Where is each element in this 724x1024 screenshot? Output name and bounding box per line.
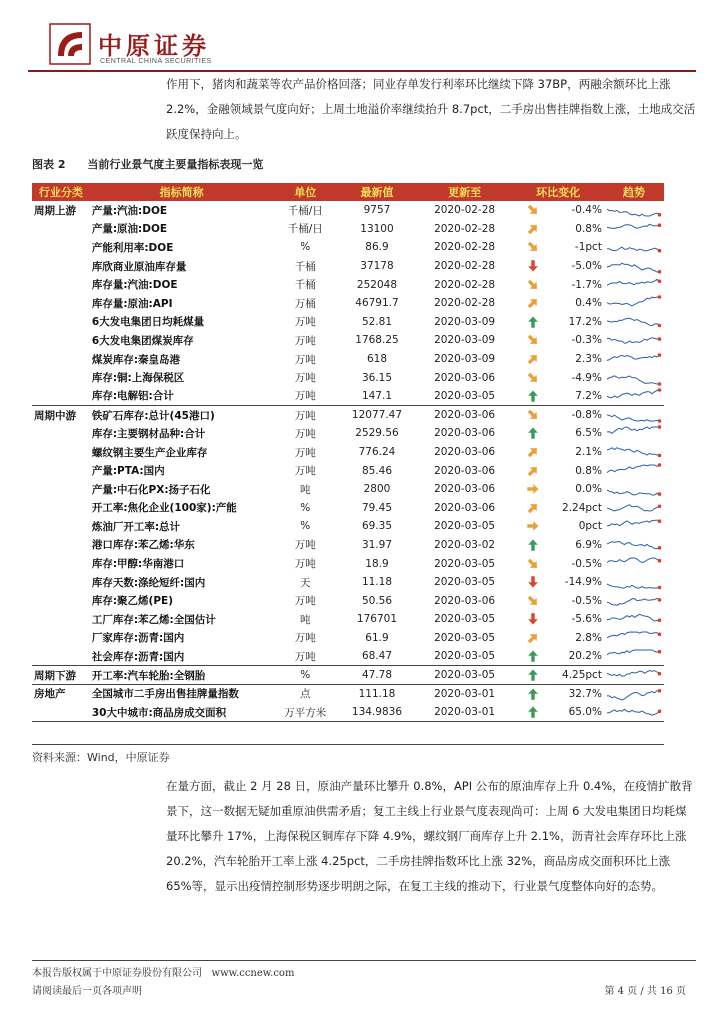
down-right-arrow-icon [512,238,554,257]
row-unit: % [300,241,311,254]
row-category [32,331,90,350]
company-name-en: CENTRAL CHINA SECURITIES [100,58,212,65]
intro-paragraph: 作用下，猪肉和蔬菜等农产品价格回落；同业存单发行利率环比继续下降 37BP，两融余额环比上涨 2.2%，金融领域景气度向好；上周土地溢价率继续抬升 8.7pct，二手房出售挂牌指数上涨，土地成交活跃度保持向上。 [166,77,696,141]
row-unit: 吨 [300,613,311,626]
up-right-arrow-icon [512,499,554,518]
row-unit: 万吨 [294,539,316,552]
sparkline-chart [604,536,664,555]
sparkline-chart [604,424,664,443]
sparkline-chart [604,220,664,239]
row-value: 50.56 [361,594,392,607]
sparkline-chart [604,610,664,629]
row-category [32,647,90,666]
up-arrow-icon [512,647,554,666]
row-date: 2020-03-05 [434,576,496,589]
row-date: 2020-03-06 [434,464,496,477]
row-date: 2020-03-05 [434,613,496,626]
row-indicator: 产能利用率:DOE [91,241,174,254]
row-change: 2.8% [575,631,602,644]
row-change: -5.0% [571,260,602,273]
sparkline-chart [604,480,664,499]
row-indicator: 库存:主要钢材品种:合计 [91,427,206,440]
row-category: 周期中游 [34,409,76,422]
row-indicator: 库存:聚乙烯(PE) [91,595,174,608]
table-row [32,368,664,387]
row-indicator: 工厂库存:苯乙烯:全国估计 [91,613,216,626]
sparkline-chart [604,517,664,536]
row-indicator: 库存量:汽油:DOE [91,279,178,292]
row-category [32,220,90,239]
table-body [32,201,664,722]
row-category [32,238,90,257]
sparkline-chart [604,201,664,220]
down-arrow-icon [512,573,554,592]
row-indicator: 6大发电集团日均耗煤量 [91,316,205,329]
sparkline-chart [604,257,664,276]
sparkline-chart [604,703,664,722]
row-value: 61.9 [365,631,389,644]
sparkline-chart [604,368,664,387]
row-change: 17.2% [568,315,602,328]
row-category: 周期下游 [32,666,90,685]
row-unit: 万桶 [294,297,316,310]
row-value: 776.24 [358,446,396,459]
table-row [32,424,664,443]
table-row [32,238,664,257]
page-footer [32,960,696,1001]
row-change: 0pct [578,520,602,533]
row-change: 0.8% [575,464,602,477]
row-unit: 万吨 [294,446,316,459]
table-row [32,313,664,332]
table-row [32,257,664,276]
row-value: 47.78 [337,666,417,685]
row-date: 2020-03-09 [434,353,496,366]
table-row [32,647,664,666]
sparkline-chart [604,406,664,425]
row-change: -0.4% [571,204,602,217]
row-change: 32.7% [568,687,602,700]
row-category [32,499,90,518]
col-header: 行业分类 [32,183,90,201]
down-right-arrow-icon [512,368,554,387]
row-change: 65.0% [568,706,602,719]
row-change: -1pct [574,241,602,254]
row-change: 2.1% [575,446,602,459]
up-right-arrow-icon [512,461,554,480]
down-right-arrow-icon [512,275,554,294]
row-value: 18.9 [365,557,389,570]
col-header: 趋势 [604,183,664,201]
table-row [32,536,664,555]
row-change: -1.7% [571,278,602,291]
table-row [32,499,664,518]
table-row [32,331,664,350]
row-change: -5.6% [571,613,602,626]
sparkline-chart [604,350,664,369]
row-date: 2020-03-06 [434,409,496,422]
row-value: 11.18 [361,576,392,589]
row-unit: 吨 [300,483,311,496]
col-header: 指标简称 [90,183,274,201]
row-category [32,443,90,462]
row-category [32,257,90,276]
row-indicator: 全国城市二手房出售挂牌量指数 [91,688,239,701]
sparkline-chart [604,591,664,610]
row-indicator: 社会库存:沥青:国内 [90,647,274,666]
row-date: 2020-03-01 [434,687,496,700]
row-unit: % [300,501,311,514]
row-date: 2020-02-28 [434,241,496,254]
table-header-row [32,183,664,201]
figure-caption [32,156,263,172]
row-change: -0.5% [571,557,602,570]
row-change: 20.2% [554,647,604,666]
row-unit: 点 [300,688,311,701]
sparkline-chart [604,275,664,294]
down-right-arrow-icon [512,406,554,425]
table-row [32,461,664,480]
up-arrow-icon [512,666,554,685]
row-unit: 万吨 [273,387,337,406]
row-date: 2020-03-05 [434,520,496,533]
row-change: -4.9% [571,371,602,384]
row-date: 2020-03-05 [417,647,513,666]
row-unit: 万吨 [294,353,316,366]
row-date: 2020-02-28 [434,260,496,273]
sparkline-chart [604,238,664,257]
sparkline-chart [604,461,664,480]
company-name-cn: 中原证券 [98,31,210,60]
row-value: 86.9 [365,241,389,254]
row-date: 2020-03-09 [434,315,496,328]
row-change: 2.3% [575,353,602,366]
footer-copyright: 本报告版权属于中原证券股份有限公司 [32,968,202,979]
row-unit: % [273,666,337,685]
row-unit: 万吨 [294,465,316,478]
row-category [32,629,90,648]
row-unit: 千桶/日 [287,204,323,217]
row-date: 2020-03-09 [434,334,496,347]
row-category [32,387,90,406]
table-row [32,387,664,406]
source-note: 资料来源：Wind，中原证券 [32,744,664,765]
row-value: 12077.47 [351,409,403,422]
row-indicator: 炼油厂开工率:总计 [91,520,181,533]
row-category [32,368,90,387]
right-arrow-icon [512,480,554,499]
row-date: 2020-03-06 [434,501,496,514]
row-indicator: 产量:中石化PX:扬子石化 [91,483,211,496]
row-indicator: 螺纹钢主要生产企业库存 [91,446,208,459]
company-logo-icon [48,22,92,66]
up-arrow-icon [512,387,554,406]
row-date: 2020-03-06 [434,427,496,440]
row-value: 68.47 [337,647,417,666]
row-unit: % [300,520,311,533]
row-change: 0.0% [575,483,602,496]
table-row [32,610,664,629]
body-paragraph: 在量方面，截止 2 月 28 日，原油产量环比攀升 0.8%，API 公布的原油库存上升 0.4%，在疫情扩散背景下，这一数据无疑加重原油供需矛盾；复工主线上行业景气度表现尚可：上周 6 大发电集团日均耗煤量环比攀升 17%，上海保税区铜库存下降 4.9%，螺纹钢厂商库存上升 2.1%，沥青社会库存环比上涨 20.2%，汽车轮胎开工率上涨 4.25pct，二手房挂牌指数环比上涨 32%，商品房成交面积环比上涨 65%等，显示出疫情控制形势逐步明朗之际，在复工主线的推动下，行业景气度整体向好的态势。 [166,779,693,893]
up-right-arrow-icon [512,629,554,648]
sparkline-chart [604,573,664,592]
row-category [32,703,90,722]
row-indicator: 30大中城市:商品房成交面积 [91,706,227,719]
row-value: 31.97 [361,538,392,551]
row-category [32,573,90,592]
row-indicator: 6大发电集团煤炭库存 [91,334,194,347]
sparkline-chart [604,313,664,332]
table-row [32,201,664,220]
figure-number: 图表 2 [32,158,66,171]
row-change: -14.9% [564,576,602,589]
row-change: 0.4% [575,297,602,310]
table-row [32,684,664,703]
down-right-arrow-icon [512,591,554,610]
row-value: 147.1 [337,387,417,406]
row-value: 46791.7 [355,297,399,310]
row-date: 2020-03-02 [434,538,496,551]
table-row [32,480,664,499]
up-arrow-icon [512,536,554,555]
row-category [32,275,90,294]
page-number: 第 4 页 / 共 16 页 [604,986,686,997]
row-value: 2800 [363,483,391,496]
col-header: 环比变化 [512,183,604,201]
up-arrow-icon [512,424,554,443]
row-date: 2020-03-05 [417,666,513,685]
sparkline-chart [604,294,664,313]
row-value: 9757 [363,204,391,217]
row-indicator: 库存:甲醇:华南港口 [91,558,185,571]
table-row [32,703,664,722]
up-right-arrow-icon [512,443,554,462]
table-row [32,591,664,610]
row-value: 252048 [356,278,398,291]
row-date: 2020-03-01 [434,706,496,719]
row-indicator: 铁矿石库存:总计(45港口) [91,409,215,422]
table-row [32,629,664,648]
row-date: 2020-03-06 [434,371,496,384]
row-unit: 万吨 [294,409,316,422]
col-header: 最新值 [337,183,417,201]
sparkline-chart [604,499,664,518]
row-change: 4.25pct [554,666,604,685]
row-value: 618 [366,353,387,366]
row-date: 2020-03-06 [434,483,496,496]
up-right-arrow-icon [512,220,554,239]
row-value: 1768.25 [355,334,399,347]
row-category [32,461,90,480]
row-value: 52.81 [361,315,392,328]
up-right-arrow-icon [512,294,554,313]
row-unit: 千桶/日 [287,223,323,236]
row-unit: 万吨 [294,632,316,645]
row-value: 37178 [360,260,394,273]
row-date: 2020-02-28 [434,222,496,235]
row-category [32,424,90,443]
row-unit: 千桶 [294,279,316,292]
row-category: 房地产 [34,688,66,701]
row-value: 134.9836 [351,706,403,719]
up-right-arrow-icon [512,350,554,369]
sparkline-chart [604,387,664,406]
sparkline-chart [604,629,664,648]
row-indicator: 厂家库存:沥青:国内 [91,632,185,645]
table-row [32,666,664,685]
up-arrow-icon [512,313,554,332]
row-unit: 万吨 [294,316,316,329]
row-category [32,591,90,610]
row-unit: 万平方米 [284,706,327,719]
row-indicator: 港口库存:苯乙烯:华东 [91,539,195,552]
row-value: 79.45 [361,501,392,514]
row-unit: 万吨 [294,372,316,385]
row-date: 2020-02-28 [434,278,496,291]
row-value: 36.15 [361,371,392,384]
row-date: 2020-03-06 [434,446,496,459]
row-indicator: 产量:汽油:DOE [91,204,168,217]
row-value: 69.35 [361,520,392,533]
row-change: 6.5% [575,427,602,440]
row-date: 2020-03-05 [434,557,496,570]
row-category: 周期上游 [34,204,76,217]
down-arrow-icon [512,257,554,276]
page-header [28,18,696,72]
row-category [32,350,90,369]
table-row [32,406,664,425]
row-change: 2.24pct [562,501,602,514]
sparkline-chart [604,666,664,685]
row-category [32,517,90,536]
down-right-arrow-icon [512,554,554,573]
row-date: 2020-03-06 [434,594,496,607]
down-right-arrow-icon [512,331,554,350]
row-unit: 万吨 [294,334,316,347]
table-row [32,573,664,592]
row-category [32,536,90,555]
row-value: 85.46 [361,464,392,477]
sparkline-chart [604,554,664,573]
row-date: 2020-03-05 [434,631,496,644]
row-unit: 万吨 [273,647,337,666]
row-change: -0.5% [571,594,602,607]
row-indicator: 煤炭库存:秦皇岛港 [91,353,181,366]
row-indicator: 开工率:汽车轮胎:全钢胎 [90,666,274,685]
col-header: 单位 [273,183,337,201]
row-category [32,554,90,573]
row-indicator: 库存:电解铝:合计 [90,387,274,406]
indicator-table [32,183,664,722]
row-indicator: 产量:原油:DOE [91,223,168,236]
sparkline-chart [604,684,664,703]
row-unit: 天 [300,576,311,589]
row-change: -0.8% [571,409,602,422]
row-category [32,480,90,499]
right-arrow-icon [512,517,554,536]
row-unit: 万吨 [294,427,316,440]
row-indicator: 开工率:焦化企业(100家):产能 [91,502,237,515]
sparkline-chart [604,331,664,350]
sparkline-chart [604,647,664,666]
row-indicator: 库欣商业原油库存量 [91,260,187,273]
sparkline-chart [604,443,664,462]
row-value: 2529.56 [355,427,399,440]
row-unit: 千桶 [294,260,316,273]
table-row [32,220,664,239]
footer-website[interactable]: www.ccnew.com [211,968,295,979]
row-date: 2020-02-28 [434,204,496,217]
row-value: 13100 [360,222,394,235]
row-change: 0.8% [575,222,602,235]
row-category [32,313,90,332]
row-indicator: 库存量:原油:API [91,297,173,310]
table-row [32,517,664,536]
table-row [32,554,664,573]
row-change: 7.2% [554,387,604,406]
figure-title: 当前行业景气度主要量指标表现一览 [87,158,264,171]
down-right-arrow-icon [512,201,554,220]
row-category [32,610,90,629]
col-header: 更新至 [417,183,513,201]
row-change: 6.9% [575,538,602,551]
row-unit: 万吨 [294,595,316,608]
row-date: 2020-02-28 [434,297,496,310]
up-arrow-icon [512,703,554,722]
down-arrow-icon [512,610,554,629]
row-indicator: 产量:PTA:国内 [91,465,165,478]
row-change: -0.3% [571,334,602,347]
row-date: 2020-03-05 [417,387,513,406]
row-value: 176701 [356,613,398,626]
up-arrow-icon [512,684,554,703]
row-value: 111.18 [358,687,396,700]
table-row [32,350,664,369]
table-row [32,443,664,462]
table-row [32,275,664,294]
row-indicator: 库存:铜:上海保税区 [91,372,185,385]
footer-notice: 请阅读最后一页各项声明 [32,986,142,997]
row-unit: 万吨 [294,558,316,571]
row-indicator: 库存天数:涤纶短纤:国内 [91,576,206,589]
table-row [32,294,664,313]
row-category [32,294,90,313]
